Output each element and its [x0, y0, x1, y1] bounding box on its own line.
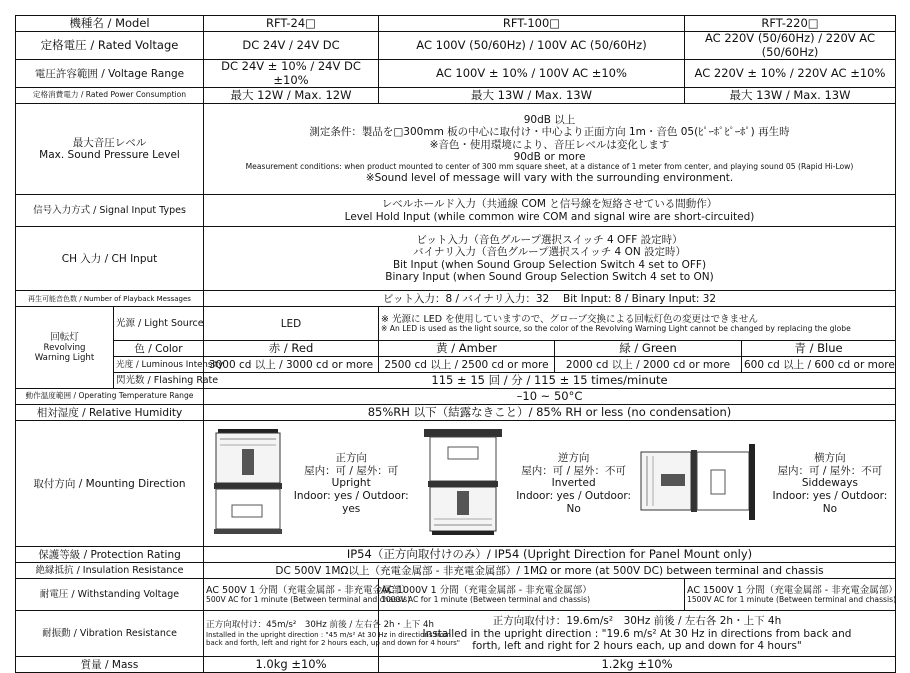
withstanding-rft24-en: 500V AC for 1 minute (Between terminal and chassis)	[206, 594, 411, 604]
withstanding-rft220-en: 1500V AC for 1 minute (Between terminal and chassis)	[687, 594, 897, 604]
temperature-value: –10 ~ 50°C	[204, 389, 896, 405]
light-source-label: 光源 / Light Source	[114, 307, 204, 341]
withstanding-rft100-en: 1000V AC for 1 minute (Between terminal and chassis)	[381, 594, 591, 604]
spec-table	[15, 15, 896, 673]
ch-line-4: Binary Input (when Sound Group Selection Switch 4 set to ON)	[385, 271, 714, 284]
sideways-en: Siddeways	[801, 477, 858, 490]
signal-label: 信号入力方式 / Signal Input Types	[16, 195, 204, 227]
upright-jp-io: 屋内：可 / 屋外：可	[304, 464, 399, 477]
color-label: 色 / Color	[114, 341, 204, 357]
ch-line-2: バイナリ入力（音色グループ選択スイッチ 4 ON 設定時）	[412, 246, 687, 259]
voltage-range-rft24: DC 24V ± 10% / 24V DC ±10%	[204, 60, 379, 88]
sideways-jp: 横方向	[814, 452, 846, 465]
mass-rft100-220: 1.2kg ±10%	[379, 657, 896, 673]
power-label: 定格消費電力 / Rated Power Consumption	[16, 88, 204, 104]
sound-line-2: 測定条件：製品を□300mm 板の中心に取付け・中心より正面方向 1m・音色 05(ﾋﾟｰﾎﾟﾋﾟｰﾎﾟ) 再生時	[309, 126, 790, 139]
row-mass	[16, 657, 896, 673]
vibration-rft100-220-en1: Installed in the upright direction : "19.6 m/s² At 30 Hz in directions from back and	[422, 627, 852, 640]
ch-line-3: Bit Input (when Sound Group Selection Switch 4 set to OFF)	[392, 258, 707, 271]
inverted-lamp-icon	[418, 425, 508, 542]
row-color	[16, 341, 896, 357]
sound-label	[16, 104, 204, 195]
insulation-label: 絶縁抵抗 / Insulation Resistance	[16, 563, 204, 579]
sound-line-6: ※Sound level of message will vary with the surrounding environment.	[365, 172, 734, 185]
inverted-jp: 逆方向	[557, 452, 590, 465]
upright-jp: 正方向	[335, 452, 367, 465]
sideways-en-io: Indoor: yes / Outdoor: No	[772, 490, 888, 515]
insulation-value: DC 500V 1MΩ以上（充電金属部 - 非充電金属部）/ 1MΩ or more (at 500V DC) between terminal and chassis	[204, 563, 896, 579]
power-rft24: 最大 12W / Max. 12W	[204, 88, 379, 104]
row-model	[16, 16, 896, 32]
voltage-range-label: 電圧許容範囲 / Voltage Range	[16, 60, 204, 88]
rated-voltage-rft100: AC 100V (50/60Hz) / 100V AC (50/60Hz)	[379, 32, 685, 60]
flashing-value: 115 ± 15 回 / 分 / 115 ± 15 times/minute	[204, 373, 896, 389]
signal-line-2: Level Hold Input (while common wire COM and signal wire are short-circuited)	[344, 210, 755, 223]
flashing-label: 閃光数 / Flashing Rate	[114, 373, 204, 389]
upright-en: Upright	[331, 477, 371, 490]
row-power	[16, 88, 896, 104]
vibration-rft24-en1: Installed in the upright direction : "45 m/s² At 30 Hz in directions from	[206, 630, 451, 639]
spec-table-wrapper	[15, 15, 896, 673]
mounting-upright	[204, 425, 418, 542]
row-intensity	[16, 357, 896, 373]
rated-voltage-label: 定格電圧 / Rated Voltage	[16, 32, 204, 60]
row-withstanding	[16, 579, 896, 611]
sound-label-en: Max. Sound Pressure Level	[39, 149, 180, 162]
revolving-label	[16, 307, 114, 389]
upright-en-io: Indoor: yes / Outdoor: yes	[293, 490, 409, 515]
vibration-rft24-jp: 正方向取付け：45m/s² 30Hz 前後 / 左右各 2h・上下 4h	[206, 620, 434, 631]
sound-label-jp: 最大音圧レベル	[72, 136, 147, 149]
mounting-value	[204, 421, 896, 547]
vibration-rft24-en2: back and forth, left and right for 2 hours each, up and down for 4 hours"	[206, 638, 460, 647]
sound-line-3: ※音色・使用環境により、音圧レベルは変化します	[429, 138, 670, 151]
ch-value	[204, 227, 896, 291]
model-rft220: RFT-220□	[685, 16, 896, 32]
row-temperature	[16, 389, 896, 405]
color-blue: 青 / Blue	[742, 341, 896, 357]
row-signal	[16, 195, 896, 227]
model-rft24: RFT-24□	[204, 16, 379, 32]
voltage-range-rft100: AC 100V ± 10% / 100V AC ±10%	[379, 60, 685, 88]
revolving-label-en1: Revolving	[43, 343, 86, 354]
row-sound	[16, 104, 896, 195]
sound-line-5: Measurement conditions: when product mounted to center of 300 mm square sheet, at a distance of 1 meter from center, and playing sound 05 (Rapid Hi-Low)	[245, 162, 854, 172]
row-vibration	[16, 611, 896, 657]
color-red: 赤 / Red	[204, 341, 379, 357]
withstanding-rft24-jp: AC 500V 1 分間（充電金属部 - 非充電金属部）	[206, 584, 411, 596]
inverted-en: Inverted	[551, 477, 596, 490]
vibration-rft24	[204, 611, 460, 657]
playback-value: ビット入力：8 / バイナリ入力：32 Bit Input: 8 / Binary Input: 32	[204, 291, 896, 307]
color-amber: 黄 / Amber	[379, 341, 555, 357]
revolving-label-jp: 回転灯	[50, 332, 79, 343]
row-rated-voltage	[16, 32, 896, 60]
color-green: 緑 / Green	[555, 341, 742, 357]
temperature-label: 動作温度範囲 / Operating Temperature Range	[16, 389, 204, 405]
intensity-green: 2000 cd 以上 / 2000 cd or more	[555, 357, 742, 373]
mounting-label: 取付方向 / Mounting Direction	[16, 421, 204, 547]
playback-label: 再生可能音色数 / Number of Playback Messages	[16, 291, 204, 307]
power-rft100: 最大 13W / Max. 13W	[379, 88, 685, 104]
ch-label: CH 入力 / CH Input	[16, 227, 204, 291]
row-ch	[16, 227, 896, 291]
revolving-label-en2: Warning Light	[34, 353, 95, 364]
upright-lamp-icon	[204, 425, 292, 542]
mass-rft24: 1.0kg ±10%	[204, 657, 379, 673]
vibration-rft100-220-en2: forth, left and right for 2 hours each, up and down for 4 hours"	[472, 639, 802, 652]
inverted-text	[508, 452, 638, 515]
model-label: 機種名 / Model	[16, 16, 204, 32]
signal-line-1: レベルホールド入力（共通線 COM と信号線を短絡させている間動作）	[381, 198, 718, 211]
light-source-value: LED	[204, 307, 379, 341]
rated-voltage-rft220: AC 220V (50/60Hz) / 220V AC (50/60Hz)	[685, 32, 896, 60]
vibration-rft100-220	[379, 611, 896, 657]
withstanding-rft220-jp: AC 1500V 1 分間（充電金属部 - 非充電金属部）	[687, 584, 898, 596]
protection-label: 保護等級 / Protection Rating	[16, 547, 204, 563]
ch-line-1: ビット入力（音色グループ選択スイッチ 4 OFF 設定時）	[416, 234, 683, 246]
sound-value	[204, 104, 896, 195]
row-mounting	[16, 421, 896, 547]
mounting-inverted	[418, 425, 638, 542]
withstanding-rft24	[204, 579, 411, 611]
light-source-note-jp: ※ 光源に LED を使用していますので、グローブ交換による回転灯色の変更はできません	[381, 313, 758, 325]
withstanding-rft100-jp: AC 1000V 1 分間（充電金属部 - 非充電金属部）	[381, 584, 592, 596]
sideways-lamp-icon	[639, 436, 763, 531]
mounting-sideways	[639, 436, 895, 531]
withstanding-label: 耐電圧 / Withstanding Voltage	[16, 579, 204, 611]
inverted-en-io: Indoor: yes / Outdoor: No	[516, 490, 632, 515]
sideways-text	[765, 452, 895, 515]
signal-value	[204, 195, 896, 227]
voltage-range-rft220: AC 220V ± 10% / 220V AC ±10%	[685, 60, 896, 88]
row-light-source	[16, 307, 896, 341]
sideways-jp-io: 屋内：可 / 屋外：不可	[777, 464, 883, 477]
withstanding-rft100	[379, 579, 685, 611]
row-playback	[16, 291, 896, 307]
humidity-value: 85%RH 以下（結露なきこと）/ 85% RH or less (no condensation)	[204, 405, 896, 421]
vibration-label: 耐振動 / Vibration Resistance	[16, 611, 204, 657]
row-insulation	[16, 563, 896, 579]
sound-line-1: 90dB 以上	[523, 113, 576, 126]
light-source-note-en: ※ An LED is used as the light source, so the color of the Revolving Warning Light cannot be changed by replacing the globe	[381, 323, 851, 333]
intensity-label: 光度 / Luminous Intensity	[114, 357, 204, 373]
row-flashing	[16, 373, 896, 389]
withstanding-rft220	[685, 579, 896, 611]
row-voltage-range	[16, 60, 896, 88]
sound-line-4: 90dB or more	[513, 150, 586, 163]
power-rft220: 最大 13W / Max. 13W	[685, 88, 896, 104]
protection-value: IP54（正方向取付けのみ）/ IP54 (Upright Direction for Panel Mount only)	[204, 547, 896, 563]
vibration-rft100-220-jp: 正方向取付け：19.6m/s² 30Hz 前後 / 左右各 2h・上下 4h	[492, 615, 782, 628]
inverted-jp-io: 屋内：可 / 屋外：不可	[521, 464, 626, 477]
light-source-note	[379, 307, 896, 341]
rated-voltage-rft24: DC 24V / 24V DC	[204, 32, 379, 60]
intensity-blue: 600 cd 以上 / 600 cd or more	[742, 357, 896, 373]
intensity-amber: 2500 cd 以上 / 2500 cd or more	[379, 357, 555, 373]
model-rft100: RFT-100□	[379, 16, 685, 32]
upright-text	[284, 452, 418, 515]
row-protection	[16, 547, 896, 563]
intensity-red: 3000 cd 以上 / 3000 cd or more	[204, 357, 379, 373]
mass-label: 質量 / Mass	[16, 657, 204, 673]
humidity-label: 相対湿度 / Relative Humidity	[16, 405, 204, 421]
row-humidity	[16, 405, 896, 421]
